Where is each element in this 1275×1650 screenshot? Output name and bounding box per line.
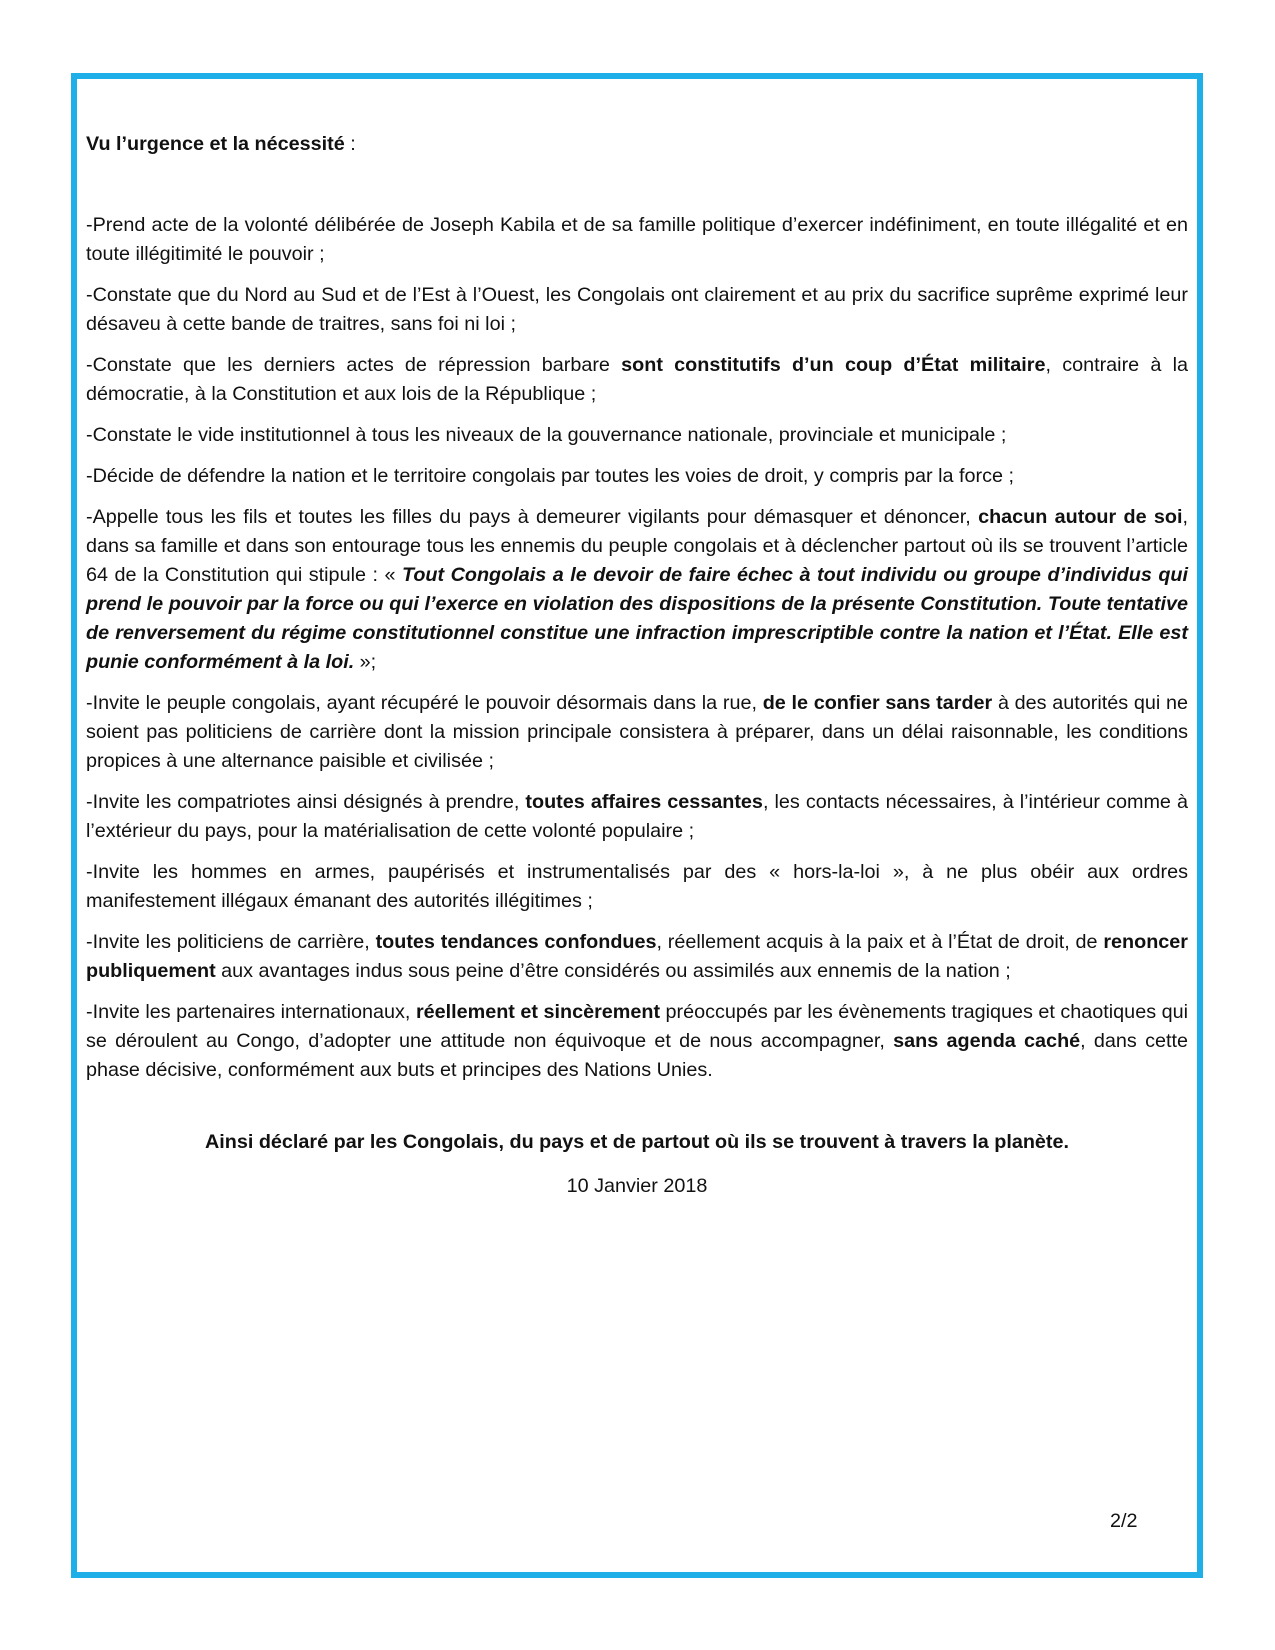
paragraph-text: -Invite les hommes en armes, paupérisés et instrumentalisés par des « hors-la-loi », à ne plus obéir aux ordres manifestement illégaux émanant des autorités illégitimes ; [86,861,1188,912]
paragraph-text: préoccupés par les évènements tragiques et chaotiques qui se déroulent au Congo, d’adopter une attitude non équivoque et de nous accompagner, [86,1001,1188,1052]
section-heading [86,130,1188,159]
emphasis-text: renoncer publiquement [86,931,1188,982]
paragraph-text: aux avantages indus sous peine d’être considérés ou assimilés aux ennemis de la nation ; [215,960,1011,982]
emphasis-text: sans agenda caché [893,1030,1081,1052]
paragraph-text: à des autorités qui ne soient pas politiciens de carrière dont la mission principale consistera à préparer, dans un délai raisonnable, les conditions propices à une alternance paisible et civilisée ; [86,692,1188,772]
quoted-article-text: Tout Congolais a le devoir de faire échec à tout individu ou groupe d’individus qui prend le pouvoir par la force ou qui l’exerce en violation des dispositions de la présente Constitution. Toute tentative de renversement du régime constitutionnel constitue une infraction imprescriptible contre la nation et l’État. Elle est punie conformément à la loi. [86,564,1189,673]
paragraph-text: »; [354,651,377,673]
document-body [86,130,1188,1097]
emphasis-text: toutes affaires cessantes [525,791,763,813]
emphasis-text: de le confier sans tarder [762,692,993,714]
paragraph [86,462,1188,491]
emphasis-text: toutes tendances confondues [375,931,657,953]
paragraph-text: -Constate que du Nord au Sud et de l’Est à l’Ouest, les Congolais ont clairement et au prix du sacrifice suprême exprimé leur désaveu à cette bande de traitres, sans foi ni loi ; [86,284,1188,335]
paragraph-text: , les contacts nécessaires, à l’intérieur comme à l’extérieur du pays, pour la matérialisation de cette volonté populaire ; [86,791,1188,842]
closing-statement: Ainsi déclaré par les Congolais, du pays et de partout où ils se trouvent à travers la planète. [204,1131,1070,1153]
paragraph-text: -Invite les compatriotes ainsi désignés à prendre, [86,791,526,813]
paragraph [86,351,1188,409]
paragraph-text: -Décide de défendre la nation et le territoire congolais par toutes les voies de droit, y compris par la force ; [86,465,1014,487]
paragraph-text: , contraire à la démocratie, à la Constitution et aux lois de la République ; [86,354,1189,405]
paragraph [86,421,1188,450]
paragraph-text: , réellement acquis à la paix et à l’État de droit, de [656,931,1104,953]
emphasis-text: réellement et sincèrement [415,1001,661,1023]
paragraph-text: , dans sa famille et dans son entourage tous les ennemis du peuple congolais et à déclencher partout où ils se trouvent l’article 64 de la Constitution qui stipule : « [86,506,1188,586]
document-date: 10 Janvier 2018 [566,1175,708,1197]
paragraph-text: -Invite les politiciens de carrière, [86,931,376,953]
section-heading-bold: Vu l’urgence et la nécessité [86,133,345,155]
paragraph [86,998,1188,1085]
paragraph-text: -Appelle tous les fils et toutes les filles du pays à demeurer vigilants pour démasquer et dénoncer, [86,506,979,528]
paragraph [86,211,1188,269]
paragraph [86,928,1188,986]
paragraph-text: , dans cette phase décisive, conformément aux buts et principes des Nations Unies. [86,1030,1188,1081]
paragraph [86,689,1188,776]
paragraph [86,503,1188,677]
paragraph [86,788,1188,846]
emphasis-text: chacun autour de soi [978,506,1183,528]
paragraph [86,858,1188,916]
paragraph [86,281,1188,339]
section-heading-colon: : [344,133,356,155]
paragraph-text: -Prend acte de la volonté délibérée de Joseph Kabila et de sa famille politique d’exercer indéfiniment, en toute illégalité et en toute illégitimité le pouvoir ; [86,214,1188,265]
emphasis-text: sont constitutifs d’un coup d’État militaire [621,354,1046,376]
paragraph-text: -Invite les partenaires internationaux, [86,1001,416,1023]
paragraph-text: -Constate que les derniers actes de répression barbare [86,354,622,376]
paragraph-text: -Invite le peuple congolais, ayant récupéré le pouvoir désormais dans la rue, [86,692,763,714]
paragraph-list [86,211,1188,1085]
paragraph-text: -Constate le vide institutionnel à tous les niveaux de la gouvernance nationale, provinciale et municipale ; [86,424,1007,446]
page-number: 2/2 [1110,1510,1138,1532]
